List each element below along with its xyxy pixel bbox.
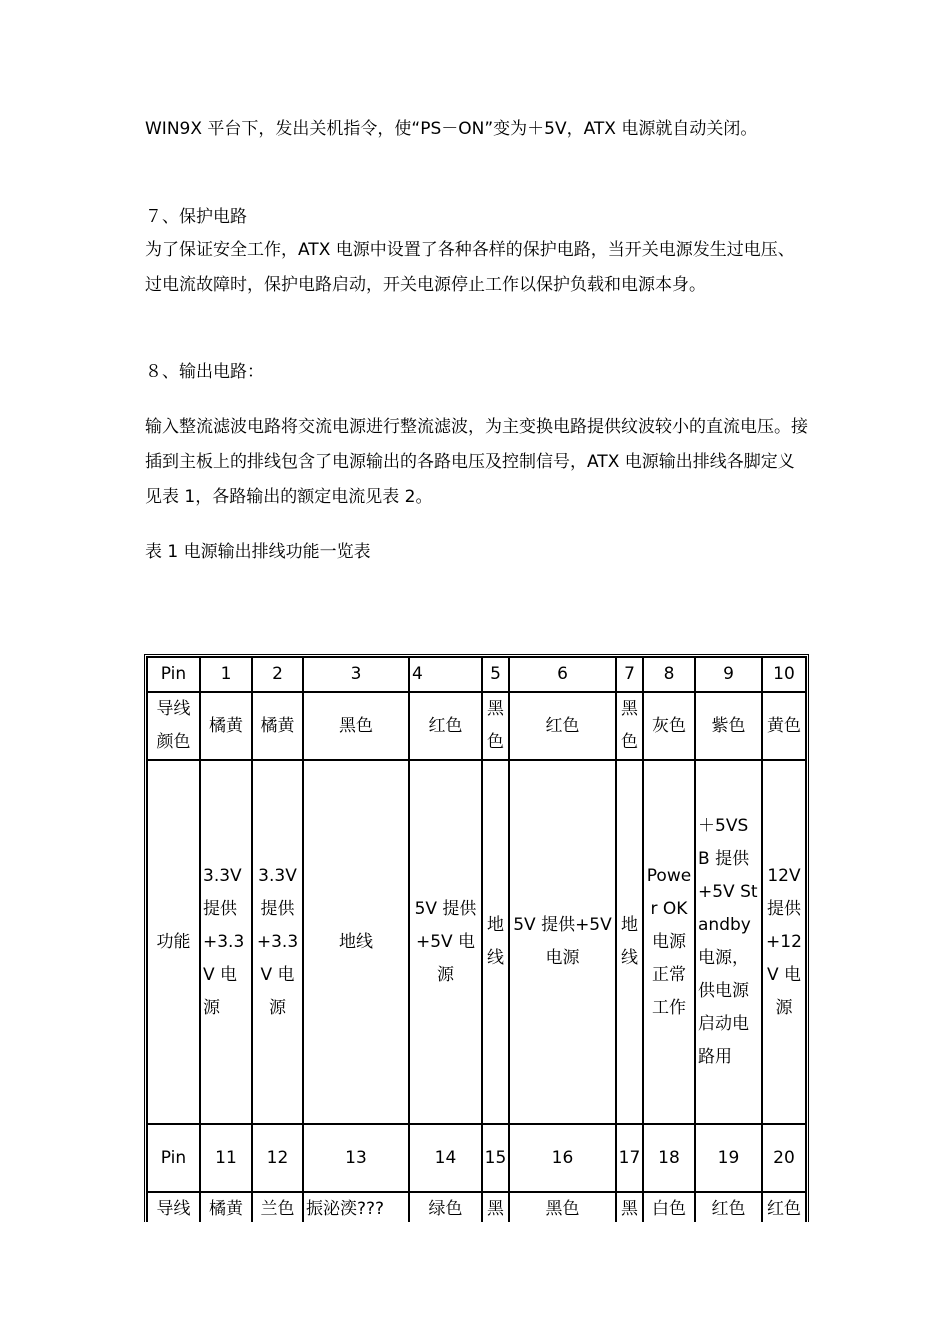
paragraph-protection-circuit: 为了保证安全工作，ATX 电源中设置了各种各样的保护电路，当开关电源发生过电压、过电流故障时，保护电路启动，开关电源停止工作以保护负载和电源本身。 bbox=[145, 240, 795, 295]
table-cell: 导线 bbox=[147, 1192, 200, 1222]
table-cell: 橘黄 bbox=[200, 1192, 252, 1222]
table-cell: 黑色 bbox=[616, 692, 643, 760]
table-cell: 红色 bbox=[409, 692, 482, 760]
table-cell: 12V 提供+12V 电源 bbox=[762, 760, 806, 1124]
table-cell: 导线颜色 bbox=[147, 692, 200, 760]
table-cell: 7 bbox=[616, 657, 643, 692]
table-cell: 黑色 bbox=[509, 1192, 616, 1222]
table-cell: 地线 bbox=[482, 760, 509, 1124]
table-cell: 15 bbox=[482, 1124, 509, 1192]
pin-table-wrapper bbox=[144, 654, 809, 1222]
table-row bbox=[147, 1192, 806, 1222]
table-cell: Power OK 电源正常工作 bbox=[643, 760, 695, 1124]
paragraph-shutdown: WIN9X 平台下，发出关机指令，使“PS－ON”变为＋5V，ATX 电源就自动关闭。 bbox=[145, 119, 758, 139]
paragraph-output-circuit: 输入整流滤波电路将交流电源进行整流滤波，为主变换电路提供纹波较小的直流电压。接插到主板上的排线包含了电源输出的各路电压及控制信号，ATX 电源输出排线各脚定义见表 1，各路输出的额定电流见表 2。 bbox=[145, 417, 808, 507]
table-cell: 绿色 bbox=[409, 1192, 482, 1222]
table-cell: 5V 提供+5V 电源 bbox=[509, 760, 616, 1124]
table-cell: Pin bbox=[147, 1124, 200, 1192]
table-cell: 10 bbox=[762, 657, 806, 692]
table-cell: 3.3V 提供+3.3V 电源 bbox=[252, 760, 303, 1124]
table-cell: 8 bbox=[643, 657, 695, 692]
table-row bbox=[147, 692, 806, 760]
table-cell: 黑 bbox=[616, 1192, 643, 1222]
table-cell: 紫色 bbox=[695, 692, 762, 760]
table-cell: 白色 bbox=[643, 1192, 695, 1222]
pin-definition-table bbox=[144, 654, 809, 1222]
table-cell: 12 bbox=[252, 1124, 303, 1192]
table-cell: 19 bbox=[695, 1124, 762, 1192]
table-cell: 黑 bbox=[482, 1192, 509, 1222]
table-cell: 3 bbox=[303, 657, 409, 692]
table-caption: 表 1 电源输出排线功能一览表 bbox=[145, 542, 371, 562]
table-cell: 14 bbox=[409, 1124, 482, 1192]
table-cell: 2 bbox=[252, 657, 303, 692]
table-cell: 6 bbox=[509, 657, 616, 692]
table-cell: 红色 bbox=[695, 1192, 762, 1222]
table-cell: 16 bbox=[509, 1124, 616, 1192]
table-cell: 20 bbox=[762, 1124, 806, 1192]
table-cell: 功能 bbox=[147, 760, 200, 1124]
table-cell: 黑色 bbox=[303, 692, 409, 760]
table-cell: 地线 bbox=[616, 760, 643, 1124]
table-cell: ＋5VSB 提供+5V Standby 电源，供电源启动电路用 bbox=[695, 760, 762, 1124]
table-row bbox=[147, 760, 806, 1124]
table-cell: 18 bbox=[643, 1124, 695, 1192]
table-cell: 黄色 bbox=[762, 692, 806, 760]
table-cell: 11 bbox=[200, 1124, 252, 1192]
table-cell: 红色 bbox=[509, 692, 616, 760]
table-cell: 振泌湙??? bbox=[303, 1192, 409, 1222]
table-cell: 兰色 bbox=[252, 1192, 303, 1222]
table-cell: 橘黄 bbox=[200, 692, 252, 760]
heading-output-circuit: ８、输出电路： bbox=[145, 362, 264, 382]
table-cell: 4 bbox=[409, 657, 482, 692]
table-row bbox=[147, 1124, 806, 1192]
table-cell: 13 bbox=[303, 1124, 409, 1192]
table-row bbox=[147, 657, 806, 692]
table-cell: 5V 提供+5V 电源 bbox=[409, 760, 482, 1124]
heading-protection-circuit: ７、保护电路 bbox=[145, 207, 247, 227]
table-cell: 红色 bbox=[762, 1192, 806, 1222]
table-cell: 橘黄 bbox=[252, 692, 303, 760]
table-cell: 17 bbox=[616, 1124, 643, 1192]
table-cell: 灰色 bbox=[643, 692, 695, 760]
table-cell: 9 bbox=[695, 657, 762, 692]
table-cell: 黑色 bbox=[482, 692, 509, 760]
table-cell: Pin bbox=[147, 657, 200, 692]
table-cell: 5 bbox=[482, 657, 509, 692]
table-cell: 地线 bbox=[303, 760, 409, 1124]
table-cell: 1 bbox=[200, 657, 252, 692]
table-cell: 3.3V 提供+3.3V 电源 bbox=[200, 760, 252, 1124]
